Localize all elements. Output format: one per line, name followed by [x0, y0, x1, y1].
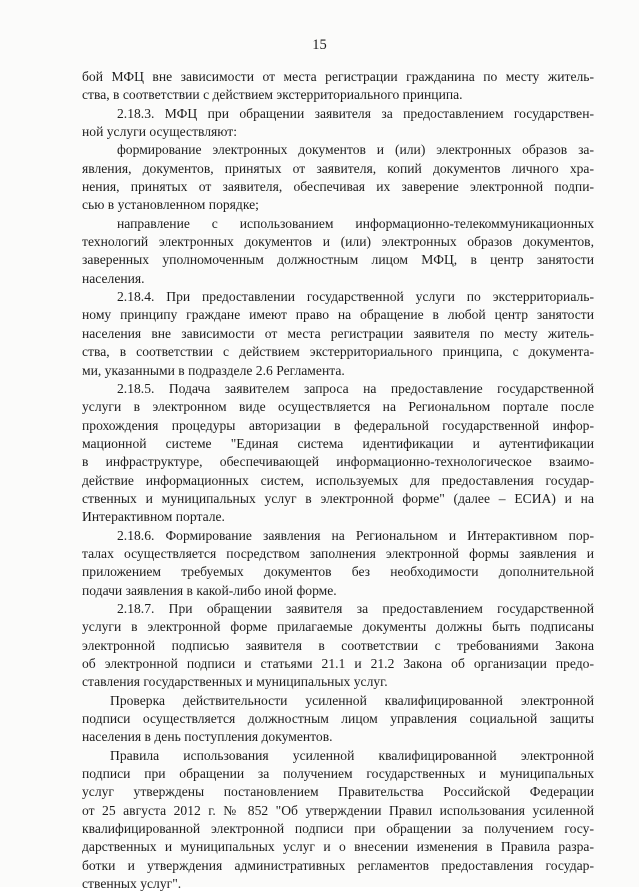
- text-line: талах осуществляется посредством заполнения электронной формы заявления и: [82, 545, 594, 561]
- text-line: бой МФЦ вне зависимости от места регистрации гражданина по месту житель-: [82, 69, 594, 84]
- text-line: подписи при обращении за получением государственных и муниципальных: [82, 766, 594, 782]
- paragraph: [82, 68, 594, 105]
- text-line: подписи осуществляется должностным лицом управления социальной защиты: [82, 711, 594, 727]
- text-line: заверенных уполномоченным должностным лицом МФЦ, в центр занятости: [82, 252, 594, 268]
- paragraph: [82, 105, 594, 142]
- text-line: 2.18.3. МФЦ при обращении заявителя за предоставлением государствен-: [117, 105, 594, 121]
- document-body: [82, 68, 594, 893]
- page-number: 15: [312, 37, 327, 53]
- text-line: технологий электронных документов и (или) электронных образов документов,: [82, 234, 594, 250]
- text-line: ставления государственных и муниципальных услуг.: [82, 674, 388, 690]
- text-line: приложением требуемых документов без необходимости дополнительной: [82, 564, 594, 580]
- text-line: мационной системе "Единая система идентификации и аутентификации: [82, 435, 594, 451]
- text-line: прохождения процедуры авторизации в федеральной государственной инфор-: [82, 417, 594, 433]
- text-line: 2.18.5. Подача заявителем запроса на предоставление государственной: [117, 380, 594, 396]
- text-line: услуги в электронном виде осуществляется на Региональном портале после: [82, 399, 594, 415]
- text-line: в инфраструктуре, обеспечивающей информационно-технологическое взаимо-: [82, 454, 594, 470]
- text-line: Проверка действительности усиленной квалифицированной электронной: [110, 692, 594, 708]
- text-line: нения, принятых от заявителя, обеспечивая их заверение электронной подпи-: [82, 179, 594, 195]
- text-line: подачи заявления в какой-либо иной форме.: [82, 582, 337, 598]
- text-line: услуги в электронной форме прилагаемые документы должны быть подписаны: [82, 619, 594, 635]
- text-line: ства, в соответствии с действием экстерриториального принципа.: [82, 87, 463, 103]
- text-line: ми, указанными в подразделе 2.6 Регламента.: [82, 362, 345, 378]
- text-line: Правила использования усиленной квалифицированной электронной: [110, 747, 594, 763]
- text-line: направление с использованием информационно-телекоммуникационных: [117, 215, 594, 231]
- text-line: об электронной подписи и статьями 21.1 и 21.2 Закона об организации предо-: [82, 656, 594, 671]
- paragraph: [82, 600, 594, 692]
- text-line: 2.18.7. При обращении заявителя за предоставлением государственной: [117, 600, 594, 616]
- paragraph: [82, 380, 594, 527]
- text-line: действие информационных систем, используемых для предоставления государ-: [82, 472, 594, 488]
- text-line: населения в день поступления документов.: [82, 729, 333, 745]
- text-line: квалифицированной электронной подписи при обращении за получением госу-: [82, 821, 594, 837]
- text-line: 2.18.6. Формирование заявления на Региональном и Интерактивном пор-: [117, 527, 594, 543]
- text-line: ства, в соответствии с действием экстерриториального принципа, с документа-: [82, 344, 594, 360]
- text-line: ботки и утверждения административных регламентов предоставления государ-: [82, 857, 594, 873]
- text-line: населения.: [82, 270, 145, 286]
- text-line: дарственных и муниципальных услуг и о внесении изменения в Правила разра-: [82, 839, 594, 855]
- text-line: явления, документов, принятых от заявителя, копий документов личного хра-: [82, 160, 594, 176]
- text-line: населения вне зависимости от места регистрации заявителя по месту житель-: [82, 325, 594, 341]
- paragraph: [82, 288, 594, 380]
- text-line: Интерактивном портале.: [82, 509, 225, 525]
- text-line: ной услуги осуществляют:: [82, 124, 237, 140]
- text-line: ному принципу граждане имеют право на обращение в любой центр занятости: [82, 307, 594, 323]
- paragraph: [82, 141, 594, 214]
- text-line: от 25 августа 2012 г. № 852 "Об утверждении Правил использования усиленной: [82, 802, 594, 818]
- paragraph: [82, 747, 594, 893]
- paragraph: [82, 692, 594, 747]
- text-line: сью в установленном порядке;: [82, 197, 259, 213]
- text-line: услуг утверждены постановлением Правительства Российской Федерации: [82, 784, 594, 800]
- text-line: ственных услуг".: [82, 876, 182, 892]
- paragraph: [82, 215, 594, 288]
- text-line: формирование электронных документов и (или) электронных образов за-: [117, 142, 594, 158]
- text-line: ственных и муниципальных услуг в электронной форме" (далее – ЕСИА) и на: [82, 490, 594, 506]
- text-line: электронной подписью заявителя в соответствии с требованиями Закона: [82, 637, 594, 653]
- paragraph: [82, 527, 594, 600]
- text-line: 2.18.4. При предоставлении государственной услуги по экстерриториаль-: [117, 289, 594, 305]
